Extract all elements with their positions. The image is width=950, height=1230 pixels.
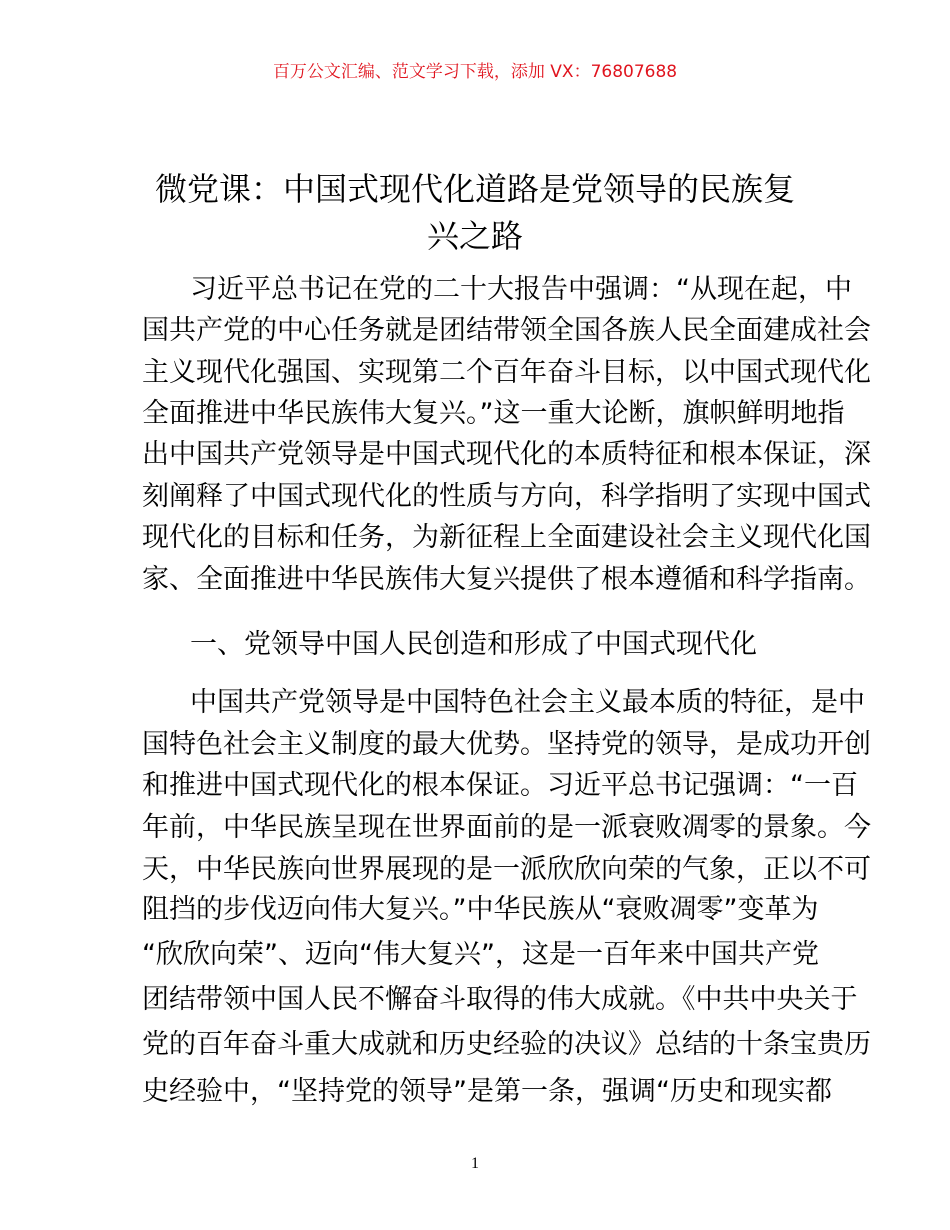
text-line: “欣欣向荣”、迈向“伟大复兴”，这是一百年来中国共产党 (142, 939, 819, 970)
text-line: 出中国共产党领导是中国式现代化的本质特征和根本保证，深 (142, 439, 871, 470)
header-banner: 百万公文汇编、范文学习下载，添加 VX：76807688 (272, 62, 678, 82)
text-line: 刻阐释了中国式现代化的性质与方向，科学指明了实现中国式 (142, 481, 871, 512)
text-line: 家、全面推进中华民族伟大复兴提供了根本遵循和科学指南。 (142, 564, 871, 595)
text-line: 国特色社会主义制度的最大优势。坚持党的领导，是成功开创 (142, 729, 871, 760)
text-line: 中国共产党领导是中国特色社会主义最本质的特征，是中 (190, 687, 865, 718)
text-line: 党的百年奋斗重大成就和历史经验的决议》总结的十条宝贵历 (142, 1029, 871, 1060)
section-heading: 一、党领导中国人民创造和形成了中国式现代化 (190, 629, 757, 660)
text-line: 阻挡的步伐迈向伟大复兴。”中华民族从“衰败凋零”变革为 (142, 894, 819, 925)
text-line: 全面推进中华民族伟大复兴。”这一重大论断，旗帜鲜明地指 (142, 398, 845, 429)
text-line: 和推进中国式现代化的根本保证。习近平总书记强调：“一百 (142, 770, 858, 801)
text-line: 主义现代化强国、实现第二个百年奋斗目标，以中国式现代化 (142, 357, 871, 388)
text-line: 史经验中，“坚持党的领导”是第一条，强调“历史和现实都 (142, 1076, 832, 1107)
document-title-line-1: 微党课：中国式现代化道路是党领导的民族复 (154, 170, 795, 208)
text-line: 天，中华民族向世界展现的是一派欣欣向荣的气象，正以不可 (142, 854, 871, 885)
text-line: 团结带领中国人民不懈奋斗取得的伟大成就。《中共中央关于 (142, 984, 858, 1015)
text-line: 现代化的目标和任务，为新征程上全面建设社会主义现代化国 (142, 522, 871, 553)
text-line: 国共产党的中心任务就是团结带领全国各族人民全面建成社会 (142, 315, 871, 346)
document-title-line-2: 兴之路 (426, 217, 523, 255)
text-line: 习近平总书记在党的二十大报告中强调：“从现在起，中 (190, 274, 852, 305)
page-number: 1 (471, 1155, 479, 1172)
text-line: 年前，中华民族呈现在世界面前的是一派衰败凋零的景象。今 (142, 812, 871, 843)
